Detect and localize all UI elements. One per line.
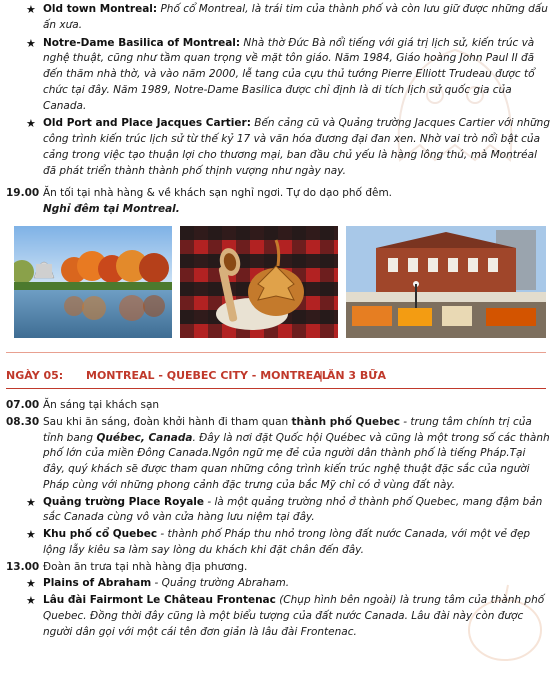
star-bullet-icon: ★ bbox=[26, 577, 36, 591]
item-name: Khu phố cổ Quebec bbox=[43, 528, 158, 540]
section-divider bbox=[6, 352, 546, 353]
time-label: 07.00 bbox=[6, 399, 40, 411]
list-item bbox=[0, 593, 560, 640]
list-item bbox=[0, 36, 560, 115]
schedule-text-pre: Sau khi ăn sáng, đoàn khởi hành đi tham quan bbox=[43, 415, 292, 428]
item-name: Notre-Dame Basilica of Montreal: bbox=[43, 36, 241, 49]
list-item bbox=[0, 116, 560, 179]
list-item bbox=[0, 527, 560, 559]
list-item bbox=[0, 2, 560, 34]
item-desc: Phố cổ Montreal, là trái tim của thành phố và còn lưu giữ được những dấu ấn xưa. bbox=[43, 3, 548, 31]
item-name: Old town Montreal: bbox=[43, 3, 158, 15]
star-bullet-icon: ★ bbox=[26, 36, 36, 50]
item-desc: Nhà thờ Đức Bà nổi tiếng với giá trị lịch sử, kiến trúc và nghệ thuật, cũng như tầm quan trọng về mặt tôn giáo. Năm 1984, Giáo hoàng John Paul II đã đến thăm nhà thờ, và vào năm 2000, lễ tang của cựu thủ tướng Pierre Elliott Trudeau được tổ chức tại đây. Năm 1989, Notre-Dame Basilica được chỉ định là di tích lịch sử quốc gia của Canada. bbox=[43, 36, 535, 112]
day4-evening bbox=[0, 186, 560, 218]
star-bullet-icon: ★ bbox=[26, 495, 36, 509]
list-item bbox=[0, 576, 560, 592]
overnight-text: Nghỉ đêm tại Montreal. bbox=[43, 202, 180, 215]
item-desc: - là một quảng trường nhỏ ở thành phố Quebec, mang đậm bản sắc Canada cùng vô vàn cửa hàng lưu niệm tại đây. bbox=[43, 495, 543, 524]
overnight-row bbox=[0, 202, 560, 218]
photo-maple-syrup bbox=[180, 226, 338, 338]
schedule-text: Ăn tối tại nhà hàng & về khách sạn nghỉ ngơi. Tự do dạo phố đêm. bbox=[43, 187, 393, 199]
schedule-row bbox=[0, 398, 560, 414]
item-desc: - Quảng trường Abraham. bbox=[151, 577, 290, 590]
schedule-text-italic2: . Đây là nơi đặt Quốc hội Québec và cũng là một trong số các thành phố lớn của miền Đông Canada.Ngôn ngữ mẹ đẻ của người dân thành phố là tiếng Pháp.Tại đây, quý khách sẽ được tham quan những công trình kiến trúc nghệ thuật đặc sắc của người Pháp cùng với những phong cảnh đặc trưng của bắc Mỹ chỉ có ở vùng đất này. bbox=[43, 431, 550, 491]
star-bullet-icon: ★ bbox=[26, 528, 36, 541]
item-desc: - thành phố Pháp thu nhỏ trong lòng đất nước Canada, với một vẻ đẹp lộng lẫy kiêu sa làm say lòng du khách khi đặt chân đến đây. bbox=[43, 528, 531, 556]
day4-items bbox=[0, 2, 560, 179]
schedule-row bbox=[0, 415, 560, 494]
schedule-text-bold: thành phố Quebec bbox=[291, 415, 400, 428]
schedule-text-italic: - trung tâm chính trị của tỉnh bang bbox=[43, 415, 532, 444]
photo-montreal-lake bbox=[14, 226, 172, 338]
item-name: Plains of Abraham bbox=[43, 577, 152, 590]
item-desc: Bến cảng cũ và Quảng trường Jacques Cartier với những công trình kiến trúc lịch sử từ thế kỷ 17 và văn hóa đương đại đan xen. Nhờ vai trò nổi bật của cảng trong việc tạo thuận lợi cho thương mại, ban đầu chủ yếu là hàng lông thú, mà Montréal đã phát triển thành thành phố thịnh vượng như ngày nay. bbox=[43, 117, 551, 177]
day-meals: | ĂN 3 BỮA bbox=[319, 369, 386, 382]
day-route: MONTREAL - QUEBEC CITY - MONTREAL bbox=[86, 369, 329, 382]
photo-market bbox=[346, 226, 546, 338]
time-label: 13.00 bbox=[6, 560, 40, 573]
header-underline bbox=[6, 388, 546, 389]
item-desc: (Chụp hình bên ngoài) là trung tâm của thành phố Quebec. Đồng thời đây cũng là một biểu tượng của đất nước Canada. Lâu đài này còn được người dân gọi với một cái tên đơn giản là lâu đài Frontenac. bbox=[43, 594, 545, 638]
time-label: 08.30 bbox=[6, 415, 40, 428]
schedule-text: Ăn sáng tại khách sạn bbox=[43, 399, 160, 411]
schedule-text-bold2: Québec, Canada bbox=[96, 431, 193, 444]
time-label: 19.00 bbox=[6, 187, 40, 199]
schedule-text: Đoàn ăn trưa tại nhà hàng địa phương. bbox=[43, 560, 248, 573]
star-bullet-icon: ★ bbox=[26, 3, 36, 16]
photo-strip bbox=[14, 226, 546, 338]
schedule-row bbox=[0, 186, 560, 202]
star-bullet-icon: ★ bbox=[26, 594, 36, 607]
star-bullet-icon: ★ bbox=[26, 117, 36, 131]
item-name: Lâu đài Fairmont Le Château Frontenac bbox=[43, 594, 276, 606]
list-item bbox=[0, 495, 560, 527]
day-label: NGÀY 05: bbox=[6, 369, 64, 382]
day5-body bbox=[0, 398, 560, 640]
schedule-row bbox=[0, 560, 560, 576]
item-name: Old Port and Place Jacques Cartier: bbox=[43, 117, 251, 130]
day-header bbox=[6, 368, 546, 386]
item-name: Quảng trường Place Royale bbox=[43, 495, 204, 508]
